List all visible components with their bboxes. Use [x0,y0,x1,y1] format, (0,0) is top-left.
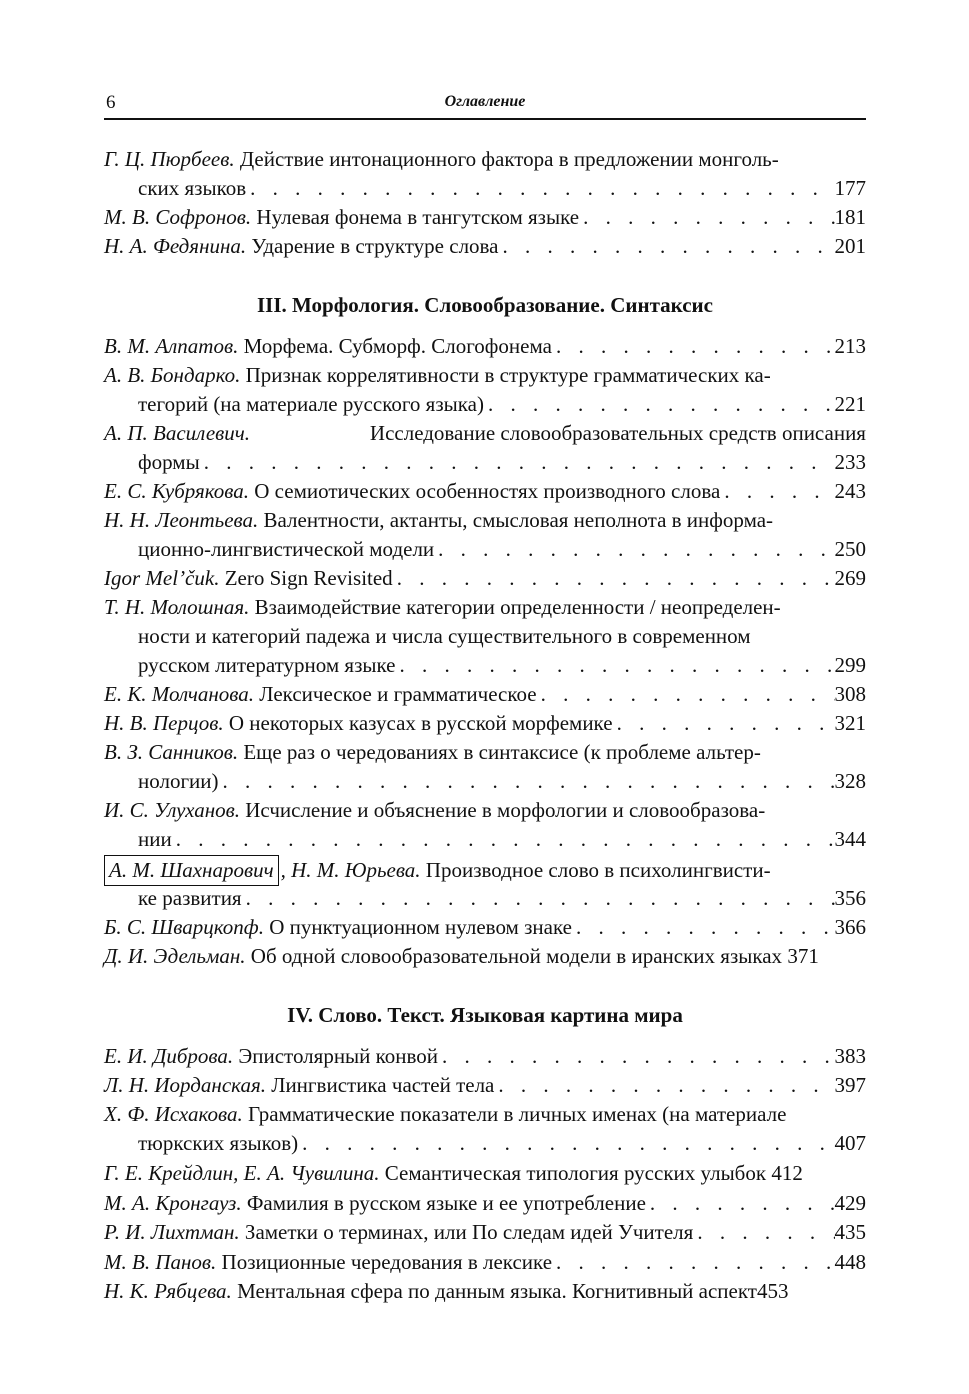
toc-entry [104,942,866,971]
leader-dots [434,535,834,564]
entry-page: 181 [834,205,866,229]
leader-dots [552,1248,834,1277]
entry-page: 177 [834,176,866,200]
leader-dots [393,564,835,593]
toc-entry [104,855,866,913]
entry-author: Г. Ц. Пюрбеев. [104,147,235,171]
toc-entry [104,232,866,261]
entry-author: Н. К. Рябцева. [104,1279,232,1303]
header-title: Оглавление [444,93,526,110]
entry-title-cont: ских языков [138,176,247,200]
leader-dots [246,174,834,203]
leader-dots [537,680,835,709]
entry-title: Эпистолярный конвой [238,1044,439,1068]
leader-dots [572,913,835,942]
entry-page: 250 [834,537,866,561]
entry-author: М. А. Кронгауз. [104,1191,242,1215]
leader-dots [219,767,835,796]
leader-dots [242,884,835,913]
entry-page: 412 [771,1161,803,1185]
entry-title: Заметки о терминах, или По следам идей Учителя [244,1220,694,1244]
entry-author: Б. С. Шварцкопф. [104,915,264,939]
entry-page: 397 [834,1073,866,1097]
entry-page: 435 [834,1220,866,1244]
leader-dots [552,332,835,361]
entry-title: Фамилия в русском языке и ее употребление [246,1191,646,1215]
entry-page: 328 [834,769,866,793]
entry-title-cont: тюркских языков) [138,1131,299,1155]
entry-page: 213 [834,334,866,358]
toc-entry [104,506,866,564]
entry-title: Семантическая типология русских улыбок [384,1161,767,1185]
entry-page: 383 [834,1044,866,1068]
entry-title: Нулевая фонема в тангутском языке [256,205,580,229]
entry-author: Н. В. Перцов. [104,711,224,735]
entry-title: Лексическое и грамматическое [259,682,537,706]
entry-author: Д. И. Эдельман. [104,944,246,968]
entry-title: Взаимодействие категории определенности / неопределен- [254,595,781,619]
entry-title: Исчисление и объяснение в морфологии и словообразова- [245,798,766,822]
running-header [104,88,866,120]
entry-title-cont: ционно-лингвистической модели [138,537,435,561]
entry-page: 299 [834,653,866,677]
leader-dots [200,448,835,477]
entry-page: 221 [834,392,866,416]
section-heading: III. Морфология. Словообразование. Синтаксис [257,293,713,317]
entry-author: М. В. Софронов. [104,205,252,229]
leader-dots [298,1129,834,1158]
leader-dots [395,651,834,680]
toc-entry [104,332,866,361]
entry-title: О семиотических особенностях производного слова [254,479,721,503]
entry-page: 356 [834,886,866,910]
entry-author: Е. С. Кубрякова. [104,479,249,503]
entry-title: Исследование словообразовательных средств описания [369,421,866,445]
entry-title-cont: формы [138,450,200,474]
entry-page: 371 [787,944,819,968]
toc-entry [104,419,866,477]
leader-dots [499,232,835,261]
entry-title: Грамматические показатели в личных именах (на материале [247,1102,787,1126]
entry-page: 269 [834,566,866,590]
entry-author: В. З. Санников. [104,740,239,764]
toc-entry [104,1218,866,1247]
toc-entry [104,1277,866,1306]
leader-dots [693,1218,834,1247]
entry-author: М. В. Панов. [104,1250,217,1274]
toc-entry [104,1100,866,1158]
leader-dots [646,1189,835,1218]
entry-author: Н. А. Федянина. [104,234,247,258]
entry-author: Л. Н. Иорданская. [104,1073,266,1097]
entry-page: 453 [756,1279,789,1303]
leader-dots [438,1042,834,1071]
toc-entry [104,361,866,419]
entry-author: Х. Ф. Исхакова. [104,1102,243,1126]
entry-author: В. М. Алпатов. [104,334,239,358]
toc-entry [104,1159,866,1188]
toc-entry [104,1042,866,1071]
toc-entry [104,1189,866,1218]
entry-title: Признак коррелятивности в структуре грамматических ка- [245,363,771,387]
entry-title: Ментальная сфера по данным языка. Когнитивный аспект [237,1279,757,1303]
toc-entry [104,477,866,506]
entry-author: Г. Е. Крейдлин, Е. А. Чувилина. [104,1161,380,1185]
entry-page: 344 [834,827,866,851]
entry-title-cont: ности и категорий падежа и числа существительного в современном [138,624,751,648]
entry-page: 366 [834,915,866,939]
toc-entry [104,203,866,232]
entry-title-cont: русском литературном языке [138,653,396,677]
entry-title: Об одной словообразовательной модели в иранских языках [250,944,783,968]
toc-entry [104,564,866,593]
entry-page: 233 [834,450,866,474]
entry-title-cont: нии [138,827,172,851]
entry-author: , Н. М. Юрьева. [280,858,421,882]
entry-author: А. В. Бондарко. [104,363,241,387]
entry-title: Валентности, актанты, смысловая неполнота в информа- [263,508,774,532]
boxed-author: А. М. Шахнарович [104,855,279,886]
entry-title: Позиционные чередования в лексике [221,1250,553,1274]
leader-dots [579,203,834,232]
entry-page: 429 [834,1191,866,1215]
entry-title: О некоторых казусах в русской морфемике [228,711,613,735]
leader-dots [484,390,835,419]
toc-entry [104,1071,866,1100]
entry-page: 201 [834,234,866,258]
toc-entry [104,913,866,942]
entry-author: Н. Н. Леонтьева. [104,508,259,532]
entry-title: Производное слово в психолингвисти- [425,858,771,882]
toc-entry [104,593,866,680]
section-heading: IV. Слово. Текст. Языковая картина мира [287,1003,683,1027]
entry-author: Р. И. Лихтман. [104,1220,240,1244]
entry-title-cont: нологии) [138,769,219,793]
entry-title-cont: тегорий (на материале русского языка) [138,392,484,416]
entry-page: 243 [834,479,866,503]
toc-entry [104,680,866,709]
entry-author: Е. К. Молчанова. [104,682,254,706]
entry-author: А. П. Василевич. [104,421,251,445]
toc-entry [104,1248,866,1277]
entry-author: И. С. Улуханов. [104,798,241,822]
entry-page: 308 [834,682,866,706]
entry-author: Е. И. Диброва. [104,1044,234,1068]
entry-page: 448 [834,1250,866,1274]
entry-page: 321 [834,711,866,735]
toc-entry [104,738,866,796]
toc-entry [104,709,866,738]
entry-title: Ударение в структуре слова [251,234,499,258]
leader-dots [172,825,835,854]
page-number: 6 [106,92,116,113]
entry-title: Zero Sign Revisited [224,566,393,590]
toc-entry [104,796,866,854]
leader-dots [613,709,835,738]
leader-dots [720,477,834,506]
leader-dots [494,1071,834,1100]
toc-entry [104,145,866,203]
entry-title: Еще раз о чередованиях в синтаксисе (к проблеме альтер- [243,740,761,764]
entry-page: 407 [834,1131,866,1155]
entry-title: О пунктуационном нулевом знаке [269,915,572,939]
entry-title: Действие интонационного фактора в предложении монголь- [239,147,779,171]
entry-title: Морфема. Субморф. Слогофонема [243,334,552,358]
entry-author: Т. Н. Молошная. [104,595,250,619]
entry-title: Лингвистика частей тела [271,1073,495,1097]
entry-title-cont: ке развития [138,886,242,910]
entry-author: Igor Mel’čuk. [104,566,220,590]
